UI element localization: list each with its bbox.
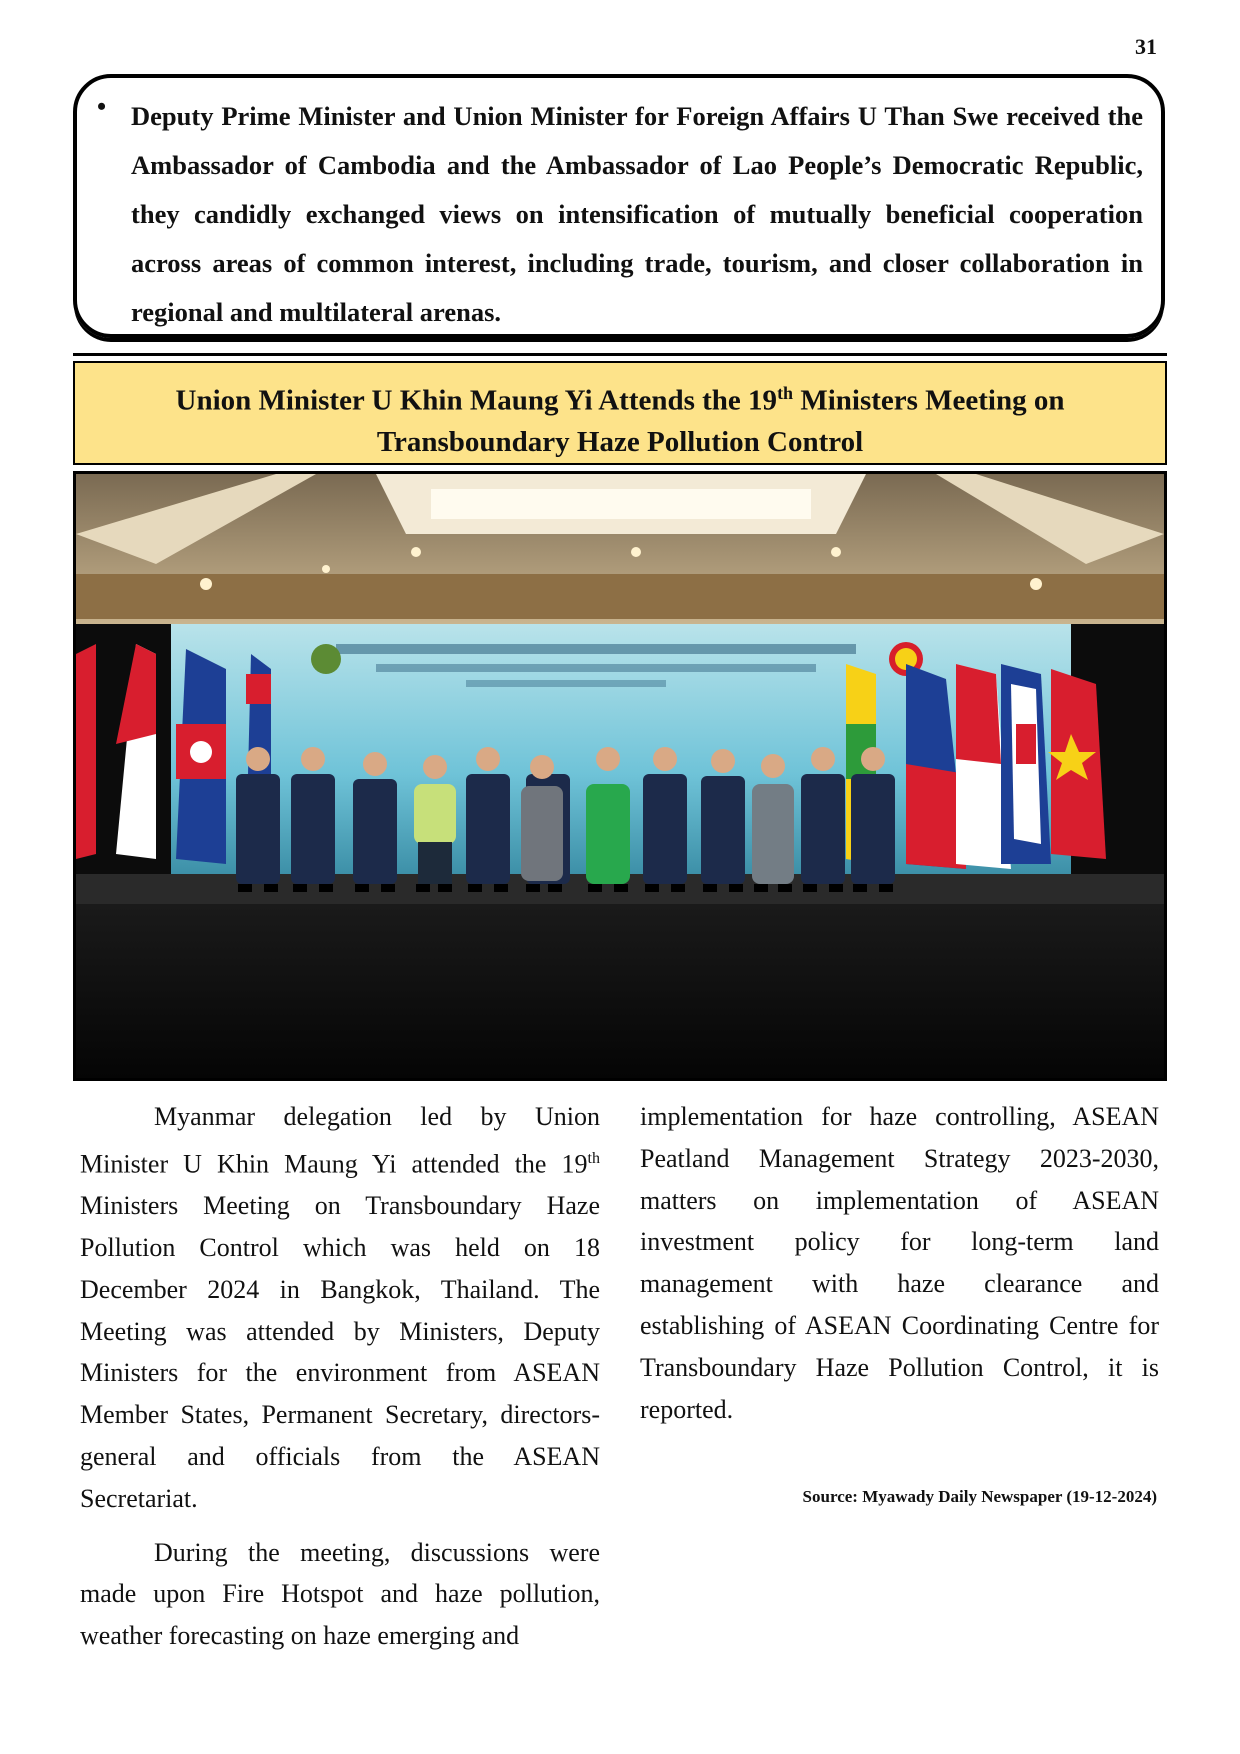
headline-part1: Union Minister U Khin Maung Yi Attends the 19	[175, 384, 778, 417]
headline-sup: th	[777, 383, 794, 403]
article-paragraph-2: During the meeting, discussions were made upon Fire Hotspot and haze pollution, weather forecasting on haze emerging and	[80, 1537, 600, 1651]
headline-line2: Transboundary Haze Pollution Control	[376, 425, 864, 458]
article-paragraph-3: implementation for haze controlling, ASEAN Peatland Management Strategy 2023-2030, matters on implementation of ASEAN investment policy for long-term land management with haze clearance and establishing of ASEAN Coordinating Centre for Transboundary Haze Pollution Control, it is reported.	[640, 1102, 1159, 1424]
article-p1-part2: Ministers Meeting on Transboundary Haze Pollution Control which was held on 18 December 2024 in Bangkok, Thailand. The Meeting was attended by Ministers, Deputy Ministers for the environment from ASEAN Member States, Permanent Secretary, directors-general and officials from the ASEAN Secretariat.	[80, 1191, 600, 1513]
article-p1-part1: Myanmar delegation led by Union Minister U Khin Maung Yi attended the 19	[80, 1102, 600, 1179]
bullet-dot-icon: •	[97, 92, 107, 121]
article-left-column	[80, 1096, 600, 1657]
bullet-box	[73, 74, 1165, 338]
divider-rule	[73, 353, 1167, 356]
bullet-text: Deputy Prime Minister and Union Minister for Foreign Affairs U Than Swe received the Ambassador of Cambodia and the Ambassador of Lao People’s Democratic Republic, they candidly exchanged views on intensification of mutually beneficial cooperation across areas of common interest, including trade, tourism, and closer collaboration in regional and multilateral arenas.	[131, 101, 1143, 327]
article-right-column	[640, 1096, 1159, 1430]
headline	[73, 361, 1167, 465]
article-paragraph-1	[80, 1096, 600, 1520]
headline-part2: Ministers Meeting on	[793, 384, 1065, 417]
page-number: 31	[1135, 34, 1157, 59]
article-p1-sup: th	[587, 1149, 600, 1167]
source-credit: Source: Myawady Daily Newspaper (19-12-2024)	[802, 1487, 1157, 1506]
meeting-group-photo	[73, 471, 1167, 1081]
